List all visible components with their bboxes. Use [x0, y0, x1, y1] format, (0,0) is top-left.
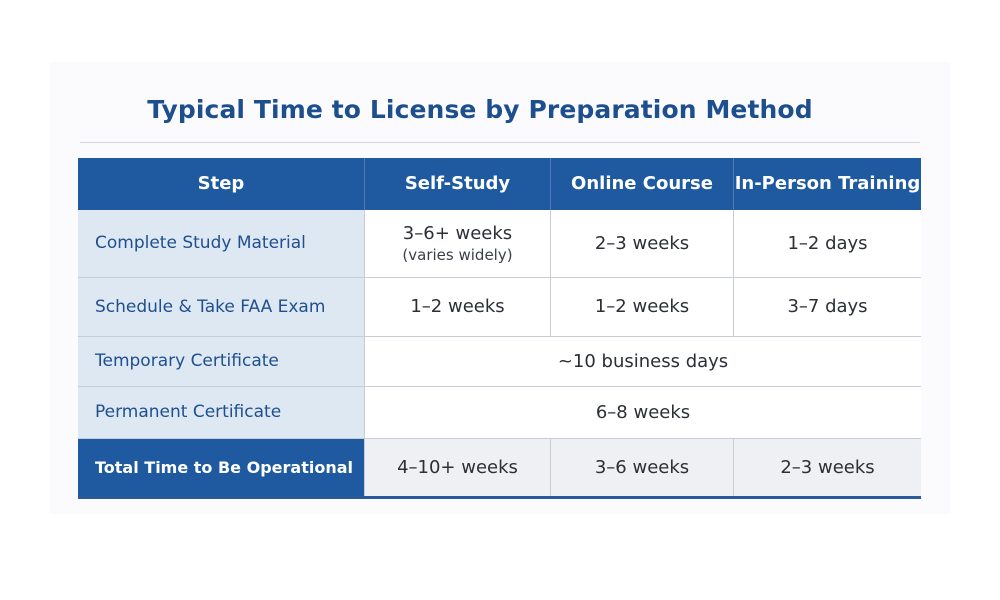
- comparison-table: [78, 158, 921, 499]
- step-label: Schedule & Take FAA Exam: [78, 278, 365, 337]
- table-cell-merged: ~10 business days: [365, 337, 921, 387]
- title-divider: [80, 142, 920, 143]
- table-cell: [365, 210, 551, 278]
- table-cell: 1–2 weeks: [551, 278, 734, 337]
- table-cell: 3–7 days: [734, 278, 921, 337]
- table-cell: 2–3 weeks: [551, 210, 734, 278]
- header-step: Step: [78, 158, 365, 210]
- header-in-person-training: In-Person Training: [734, 158, 921, 210]
- page-title: Typical Time to License by Preparation Method: [147, 95, 813, 124]
- total-cell: 2–3 weeks: [734, 439, 921, 496]
- step-label: Temporary Certificate: [78, 337, 365, 387]
- total-label: Total Time to Be Operational: [78, 439, 365, 496]
- cell-value: 3–6+ weeks: [402, 222, 513, 244]
- total-cell: 4–10+ weeks: [365, 439, 551, 496]
- table-cell: 1–2 days: [734, 210, 921, 278]
- header-self-study: Self-Study: [365, 158, 551, 210]
- table-cell: 1–2 weeks: [365, 278, 551, 337]
- step-label: Permanent Certificate: [78, 387, 365, 439]
- table-cell-merged: 6–8 weeks: [365, 387, 921, 439]
- step-label: Complete Study Material: [78, 210, 365, 278]
- header-online-course: Online Course: [551, 158, 734, 210]
- cell-note: (varies widely): [402, 246, 513, 265]
- total-cell: 3–6 weeks: [551, 439, 734, 496]
